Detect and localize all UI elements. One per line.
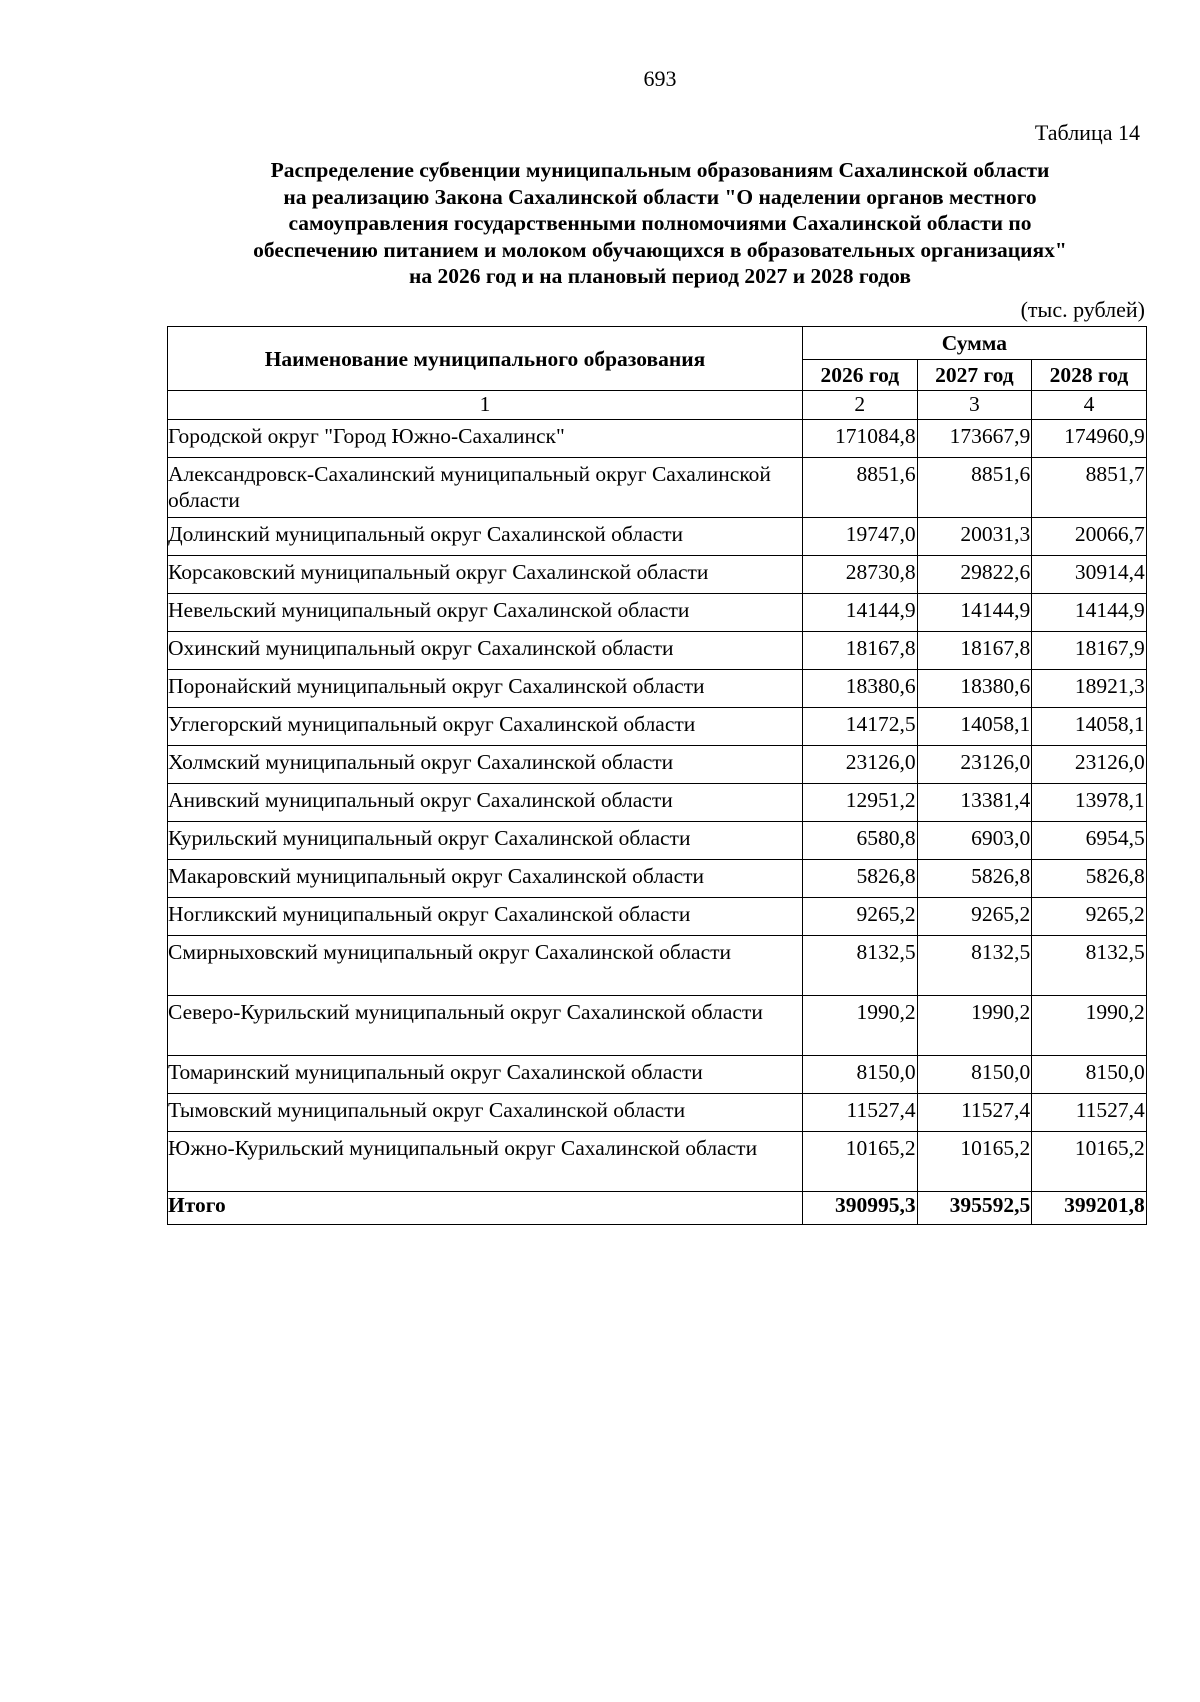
municipality-name: Анивский муниципальный округ Сахалинской области — [168, 784, 803, 822]
table-body — [168, 420, 1147, 1192]
value-2028: 23126,0 — [1032, 746, 1147, 784]
value-2028: 13978,1 — [1032, 784, 1147, 822]
value-2028: 18921,3 — [1032, 670, 1147, 708]
title-line: на 2026 год и на плановый период 2027 и 2028 годов — [409, 264, 911, 288]
title-line: обеспечению питанием и молоком обучающихся в образовательных организациях" — [253, 237, 1067, 262]
value-2027: 173667,9 — [917, 420, 1032, 458]
value-2026: 11527,4 — [803, 1094, 918, 1132]
municipality-name: Тымовский муниципальный округ Сахалинской области — [168, 1094, 803, 1132]
table-row — [168, 860, 1147, 898]
value-2027: 1990,2 — [917, 996, 1032, 1056]
municipality-name: Томаринский муниципальный округ Сахалинской области — [168, 1056, 803, 1094]
value-2026: 14172,5 — [803, 708, 918, 746]
table-row — [168, 1094, 1147, 1132]
table-row — [168, 898, 1147, 936]
value-2027: 8851,6 — [917, 458, 1032, 518]
value-2027: 29822,6 — [917, 556, 1032, 594]
value-2028: 14144,9 — [1032, 594, 1147, 632]
table-row — [168, 1132, 1147, 1192]
value-2028: 11527,4 — [1032, 1094, 1147, 1132]
municipality-name: Северо-Курильский муниципальный округ Сахалинской области — [168, 996, 803, 1056]
value-2026: 18380,6 — [803, 670, 918, 708]
total-row — [168, 1192, 1147, 1225]
value-2026: 9265,2 — [803, 898, 918, 936]
value-2027: 5826,8 — [917, 860, 1032, 898]
value-2028: 8851,7 — [1032, 458, 1147, 518]
total-2028: 399201,8 — [1032, 1192, 1147, 1225]
municipality-name: Городской округ "Город Южно-Сахалинск" — [168, 420, 803, 458]
value-2026: 8150,0 — [803, 1056, 918, 1094]
municipality-name: Южно-Курильский муниципальный округ Сахалинской области — [168, 1132, 803, 1192]
value-2028: 9265,2 — [1032, 898, 1147, 936]
value-2027: 20031,3 — [917, 518, 1032, 556]
table-row — [168, 936, 1147, 996]
title-line: Распределение субвенции муниципальным образованиям Сахалинской области — [270, 158, 1050, 182]
column-index: 1 — [168, 391, 803, 420]
value-2027: 10165,2 — [917, 1132, 1032, 1192]
table-row — [168, 670, 1147, 708]
header-year-2028: 2028 год — [1032, 360, 1147, 391]
value-2026: 14144,9 — [803, 594, 918, 632]
table-row — [168, 996, 1147, 1056]
municipality-name: Охинский муниципальный округ Сахалинской области — [168, 632, 803, 670]
municipality-name: Корсаковский муниципальный округ Сахалинской области — [168, 556, 803, 594]
column-index: 4 — [1032, 391, 1147, 420]
value-2028: 6954,5 — [1032, 822, 1147, 860]
total-2026: 390995,3 — [803, 1192, 918, 1225]
value-2027: 8132,5 — [917, 936, 1032, 996]
municipality-name: Долинский муниципальный округ Сахалинской области — [168, 518, 803, 556]
units-label: (тыс. рублей) — [1020, 297, 1145, 322]
value-2027: 14058,1 — [917, 708, 1032, 746]
value-2026: 6580,8 — [803, 822, 918, 860]
municipality-name: Холмский муниципальный округ Сахалинской области — [168, 746, 803, 784]
table-row — [168, 784, 1147, 822]
value-2026: 171084,8 — [803, 420, 918, 458]
column-index: 3 — [917, 391, 1032, 420]
value-2028: 174960,9 — [1032, 420, 1147, 458]
value-2028: 1990,2 — [1032, 996, 1147, 1056]
value-2027: 18380,6 — [917, 670, 1032, 708]
value-2027: 6903,0 — [917, 822, 1032, 860]
table-row — [168, 518, 1147, 556]
table-row — [168, 556, 1147, 594]
table-row — [168, 458, 1147, 518]
value-2028: 18167,9 — [1032, 632, 1147, 670]
total-label: Итого — [168, 1192, 803, 1225]
value-2028: 20066,7 — [1032, 518, 1147, 556]
table-row — [168, 746, 1147, 784]
municipality-name: Курильский муниципальный округ Сахалинской области — [168, 822, 803, 860]
header-sum: Сумма — [803, 327, 1147, 360]
value-2026: 5826,8 — [803, 860, 918, 898]
value-2026: 10165,2 — [803, 1132, 918, 1192]
value-2027: 9265,2 — [917, 898, 1032, 936]
municipality-name: Невельский муниципальный округ Сахалинской области — [168, 594, 803, 632]
value-2028: 5826,8 — [1032, 860, 1147, 898]
subvention-table — [167, 326, 1147, 1225]
table-row — [168, 708, 1147, 746]
value-2026: 8851,6 — [803, 458, 918, 518]
table-row — [168, 420, 1147, 458]
table-row — [168, 822, 1147, 860]
value-2027: 13381,4 — [917, 784, 1032, 822]
document-title — [160, 157, 1160, 290]
value-2026: 12951,2 — [803, 784, 918, 822]
value-2028: 8132,5 — [1032, 936, 1147, 996]
value-2028: 8150,0 — [1032, 1056, 1147, 1094]
page-number: 693 — [643, 66, 677, 91]
value-2027: 23126,0 — [917, 746, 1032, 784]
municipality-name: Ногликский муниципальный округ Сахалинской области — [168, 898, 803, 936]
title-line: самоуправления государственными полномочиями Сахалинской области по — [288, 211, 1032, 235]
column-index: 2 — [803, 391, 918, 420]
value-2026: 18167,8 — [803, 632, 918, 670]
value-2027: 14144,9 — [917, 594, 1032, 632]
value-2026: 1990,2 — [803, 996, 918, 1056]
header-year-2027: 2027 год — [917, 360, 1032, 391]
value-2027: 11527,4 — [917, 1094, 1032, 1132]
municipality-name: Углегорский муниципальный округ Сахалинской области — [168, 708, 803, 746]
table-row — [168, 632, 1147, 670]
value-2026: 28730,8 — [803, 556, 918, 594]
value-2028: 30914,4 — [1032, 556, 1147, 594]
table-row — [168, 594, 1147, 632]
value-2028: 14058,1 — [1032, 708, 1147, 746]
municipality-name: Макаровский муниципальный округ Сахалинской области — [168, 860, 803, 898]
value-2027: 8150,0 — [917, 1056, 1032, 1094]
value-2027: 18167,8 — [917, 632, 1032, 670]
municipality-name: Поронайский муниципальный округ Сахалинской области — [168, 670, 803, 708]
title-line: на реализацию Закона Сахалинской области "О наделении органов местного — [283, 184, 1037, 209]
table-label: Таблица 14 — [1034, 120, 1140, 145]
municipality-name: Александровск-Сахалинский муниципальный округ Сахалинской области — [168, 458, 803, 518]
municipality-name: Смирныховский муниципальный округ Сахалинской области — [168, 936, 803, 996]
header-year-2026: 2026 год — [803, 360, 918, 391]
value-2026: 23126,0 — [803, 746, 918, 784]
header-name: Наименование муниципального образования — [168, 327, 803, 391]
table-row — [168, 1056, 1147, 1094]
value-2026: 19747,0 — [803, 518, 918, 556]
value-2028: 10165,2 — [1032, 1132, 1147, 1192]
value-2026: 8132,5 — [803, 936, 918, 996]
total-2027: 395592,5 — [917, 1192, 1032, 1225]
